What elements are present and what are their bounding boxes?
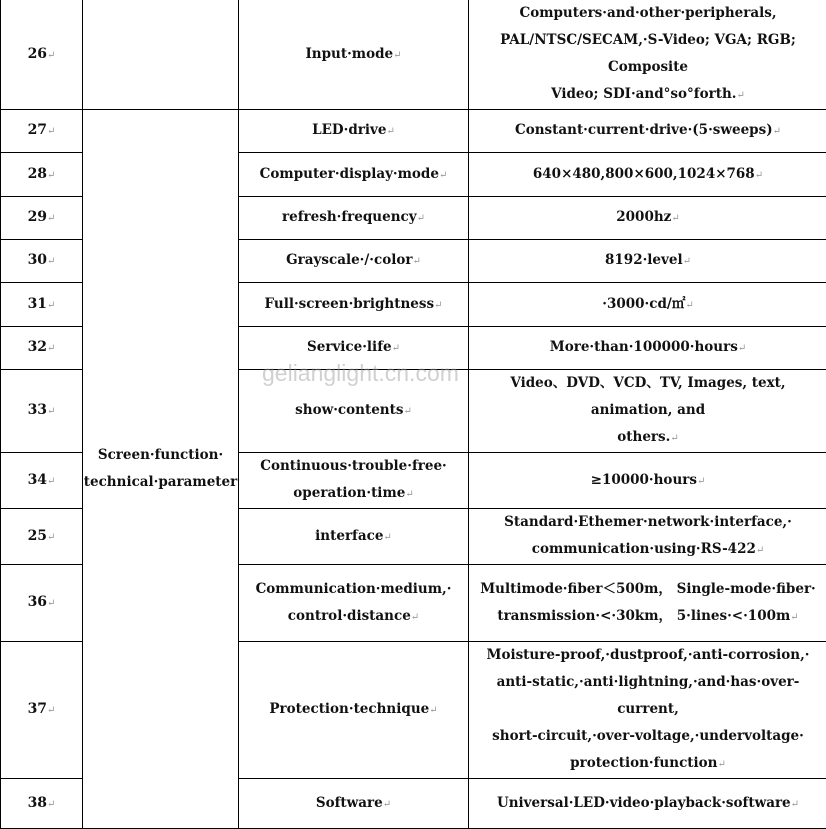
paragraph-mark: ↵ [405,489,413,500]
parameter-name: Service·life↵ [239,327,469,370]
paragraph-mark: ↵ [417,213,425,224]
paragraph-mark: ↵ [47,213,55,224]
parameter-name: Input·mode↵ [239,0,469,110]
row-number: 28↵ [1,153,83,197]
row-number: 33↵ [1,370,83,453]
paragraph-mark: ↵ [386,126,394,137]
paragraph-mark: ↵ [47,126,55,137]
paragraph-mark: ↵ [671,213,679,224]
paragraph-mark: ↵ [47,406,55,417]
row-number: 25↵ [1,509,83,565]
paragraph-mark: ↵ [755,170,763,181]
parameter-value: Moisture-proof,·dustproof,·anti-corrosion,· anti-static,·anti·lightning,·and·has·over-current, short-circuit,·over-voltage,·undervoltage· protection·function↵ [469,642,826,779]
paragraph-mark: ↵ [670,433,678,444]
parameter-name: LED·drive↵ [239,110,469,153]
paragraph-mark: ↵ [47,532,55,543]
paragraph-mark: ↵ [47,476,55,487]
paragraph-mark: ↵ [392,343,400,354]
paragraph-mark: ↵ [685,300,693,311]
empty-group-cell [83,0,239,110]
parameter-name: Computer·display·mode↵ [239,153,469,197]
parameter-value: Standard·Ethemer·network·interface,· communication·using·RS-422↵ [469,509,826,565]
paragraph-mark: ↵ [47,598,55,609]
parameter-name: show·contents↵ [239,370,469,453]
row-number: 30↵ [1,240,83,283]
parameter-value: ≥10000·hours↵ [469,453,826,509]
paragraph-mark: ↵ [412,256,420,267]
parameter-value: Video、DVD、VCD、TV, Images, text, animation, and others.↵ [469,370,826,453]
paragraph-mark: ↵ [717,759,725,770]
paragraph-mark: ↵ [47,343,55,354]
paragraph-mark: ↵ [790,612,798,623]
row-number: 27↵ [1,110,83,153]
row-number: 38↵ [1,779,83,829]
parameter-value: Multimode·fiber＜500m， Single-mode·fiber· transmission·<·30km， 5·lines·<·100m↵ [469,565,826,642]
parameter-value: Computers·and·other·peripherals, PAL/NTSC/SECAM,·S-Video; VGA; RGB; Composite Video; SDI·and°so°forth.↵ [469,0,826,110]
parameter-name: interface↵ [239,509,469,565]
paragraph-mark: ↵ [47,300,55,311]
paragraph-mark: ↵ [429,705,437,716]
paragraph-mark: ↵ [791,799,799,810]
paragraph-mark: ↵ [47,50,55,61]
parameter-value: 2000hz↵ [469,197,826,240]
paragraph-mark: ↵ [439,170,447,181]
paragraph-mark: ↵ [411,612,419,623]
parameter-name: Communication·medium,· control·distance↵ [239,565,469,642]
paragraph-mark: ↵ [434,300,442,311]
parameter-name: Full·screen·brightness↵ [239,283,469,327]
parameter-value: 8192·level↵ [469,240,826,283]
parameter-name: refresh·frequency↵ [239,197,469,240]
paragraph-mark: ↵ [47,799,55,810]
paragraph-mark: ↵ [383,799,391,810]
parameter-value: Universal·LED·video·playback·software↵ [469,779,826,829]
paragraph-mark: ↵ [738,343,746,354]
paragraph-mark: ↵ [393,50,401,61]
table-row [1,0,826,110]
group-label: Screen·function· technical·parameter [83,110,239,829]
row-number: 32↵ [1,327,83,370]
paragraph-mark: ↵ [47,705,55,716]
paragraph-mark: ↵ [383,532,391,543]
row-number: 31↵ [1,283,83,327]
parameter-name: Protection·technique↵ [239,642,469,779]
row-number: 37↵ [1,642,83,779]
parameter-name: Grayscale·/·color↵ [239,240,469,283]
parameter-name: Continuous·trouble·free· operation·time↵ [239,453,469,509]
paragraph-mark: ↵ [403,406,411,417]
row-number: 34↵ [1,453,83,509]
row-number: 36↵ [1,565,83,642]
parameter-name: Software↵ [239,779,469,829]
parameter-value: ·3000·cd/㎡↵ [469,283,826,327]
parameter-value: Constant·current·drive·(5·sweeps)↵ [469,110,826,153]
table-row [1,110,826,153]
parameter-value: More·than·100000·hours↵ [469,327,826,370]
paragraph-mark: ↵ [47,256,55,267]
paragraph-mark: ↵ [683,256,691,267]
paragraph-mark: ↵ [47,170,55,181]
paragraph-mark: ↵ [736,90,744,101]
row-number: 26↵ [1,0,83,110]
paragraph-mark: ↵ [697,476,705,487]
paragraph-mark: ↵ [756,545,764,556]
row-number: 29↵ [1,197,83,240]
paragraph-mark: ↵ [773,126,781,137]
parameter-value: 640×480,800×600,1024×768↵ [469,153,826,197]
watermark: gelianglight.cn.com [262,360,459,387]
